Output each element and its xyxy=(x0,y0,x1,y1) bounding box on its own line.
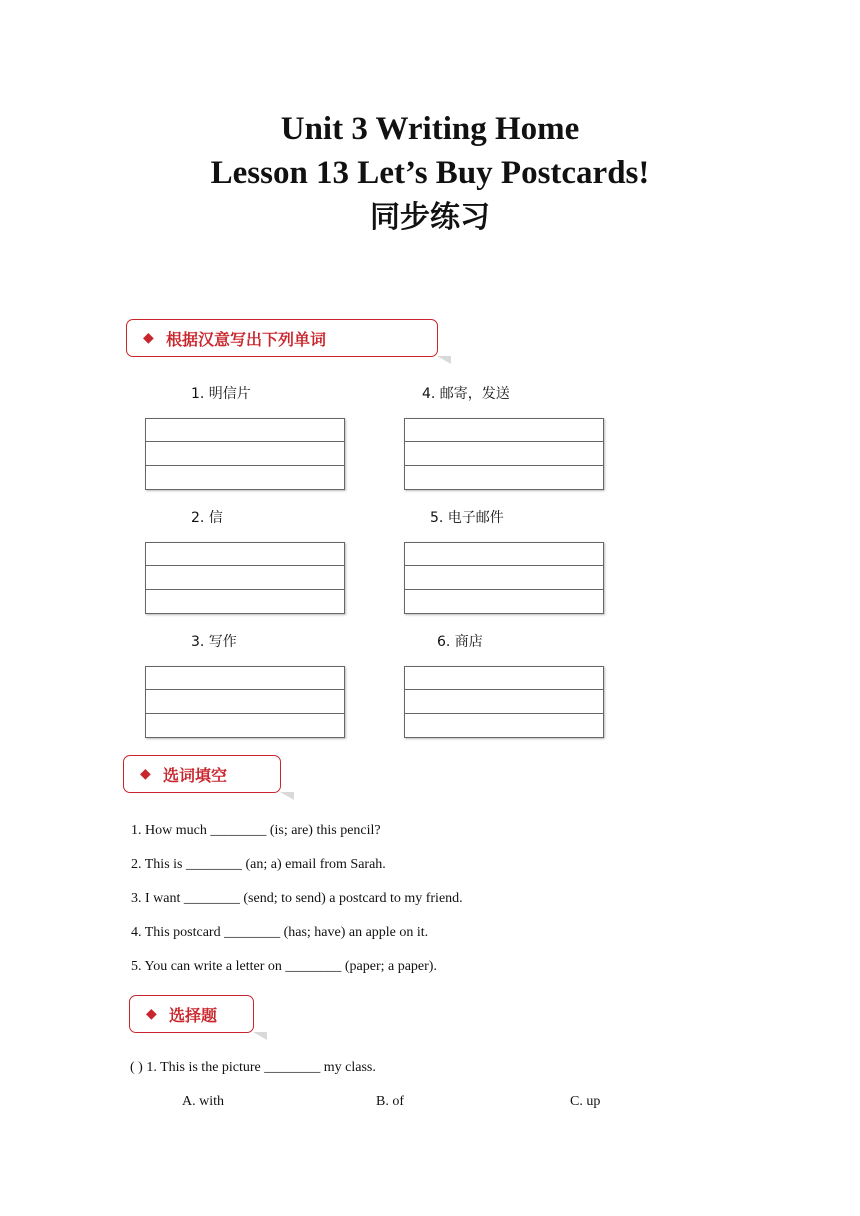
choice-option-b[interactable]: B. of xyxy=(376,1094,404,1109)
choice-option-a[interactable]: A. with xyxy=(182,1094,224,1109)
writing-lines-1[interactable] xyxy=(145,418,345,490)
writing-lines-5[interactable] xyxy=(404,542,604,614)
writing-lines-6[interactable] xyxy=(404,666,604,738)
fill-question-1: 1. How much ________ (is; are) this pencil? xyxy=(131,823,381,838)
section-1-heading-text: 根据汉意写出下列单词 xyxy=(166,330,327,349)
section-2-heading xyxy=(123,755,281,793)
vocab-label-5: 5. 电子邮件 xyxy=(430,510,504,526)
fill-question-3: 3. I want ________ (send; to send) a postcard to my friend. xyxy=(131,891,463,906)
section-2-heading-text: 选词填空 xyxy=(163,766,228,785)
vocab-label-3: 3. 写作 xyxy=(191,634,237,650)
vocab-label-1: 1. 明信片 xyxy=(191,386,251,402)
title-line-3: 同步练习 xyxy=(370,200,490,235)
writing-lines-2[interactable] xyxy=(145,542,345,614)
section-1-heading xyxy=(126,319,438,357)
vocab-label-2: 2. 信 xyxy=(191,510,223,526)
section-3-heading-text: 选择题 xyxy=(169,1006,218,1025)
choice-question-1: ( ) 1. This is the picture ________ my class. xyxy=(130,1060,376,1075)
diamond-bullet-icon: ◆ xyxy=(143,330,154,346)
diamond-bullet-icon: ◆ xyxy=(146,1006,157,1022)
vocab-label-4: 4. 邮寄，发送 xyxy=(422,386,510,402)
fill-question-5: 5. You can write a letter on ________ (paper; a paper). xyxy=(131,959,437,974)
section-3-heading xyxy=(129,995,254,1033)
diamond-bullet-icon: ◆ xyxy=(140,766,151,782)
writing-lines-4[interactable] xyxy=(404,418,604,490)
title-line-2: Lesson 13 Let’s Buy Postcards! xyxy=(210,155,650,191)
fill-question-2: 2. This is ________ (an; a) email from Sarah. xyxy=(131,857,386,872)
fill-question-4: 4. This postcard ________ (has; have) an apple on it. xyxy=(131,925,429,940)
title-line-1: Unit 3 Writing Home xyxy=(280,111,580,147)
vocab-label-6: 6. 商店 xyxy=(437,634,483,650)
writing-lines-3[interactable] xyxy=(145,666,345,738)
choice-option-c[interactable]: C. up xyxy=(570,1094,601,1109)
